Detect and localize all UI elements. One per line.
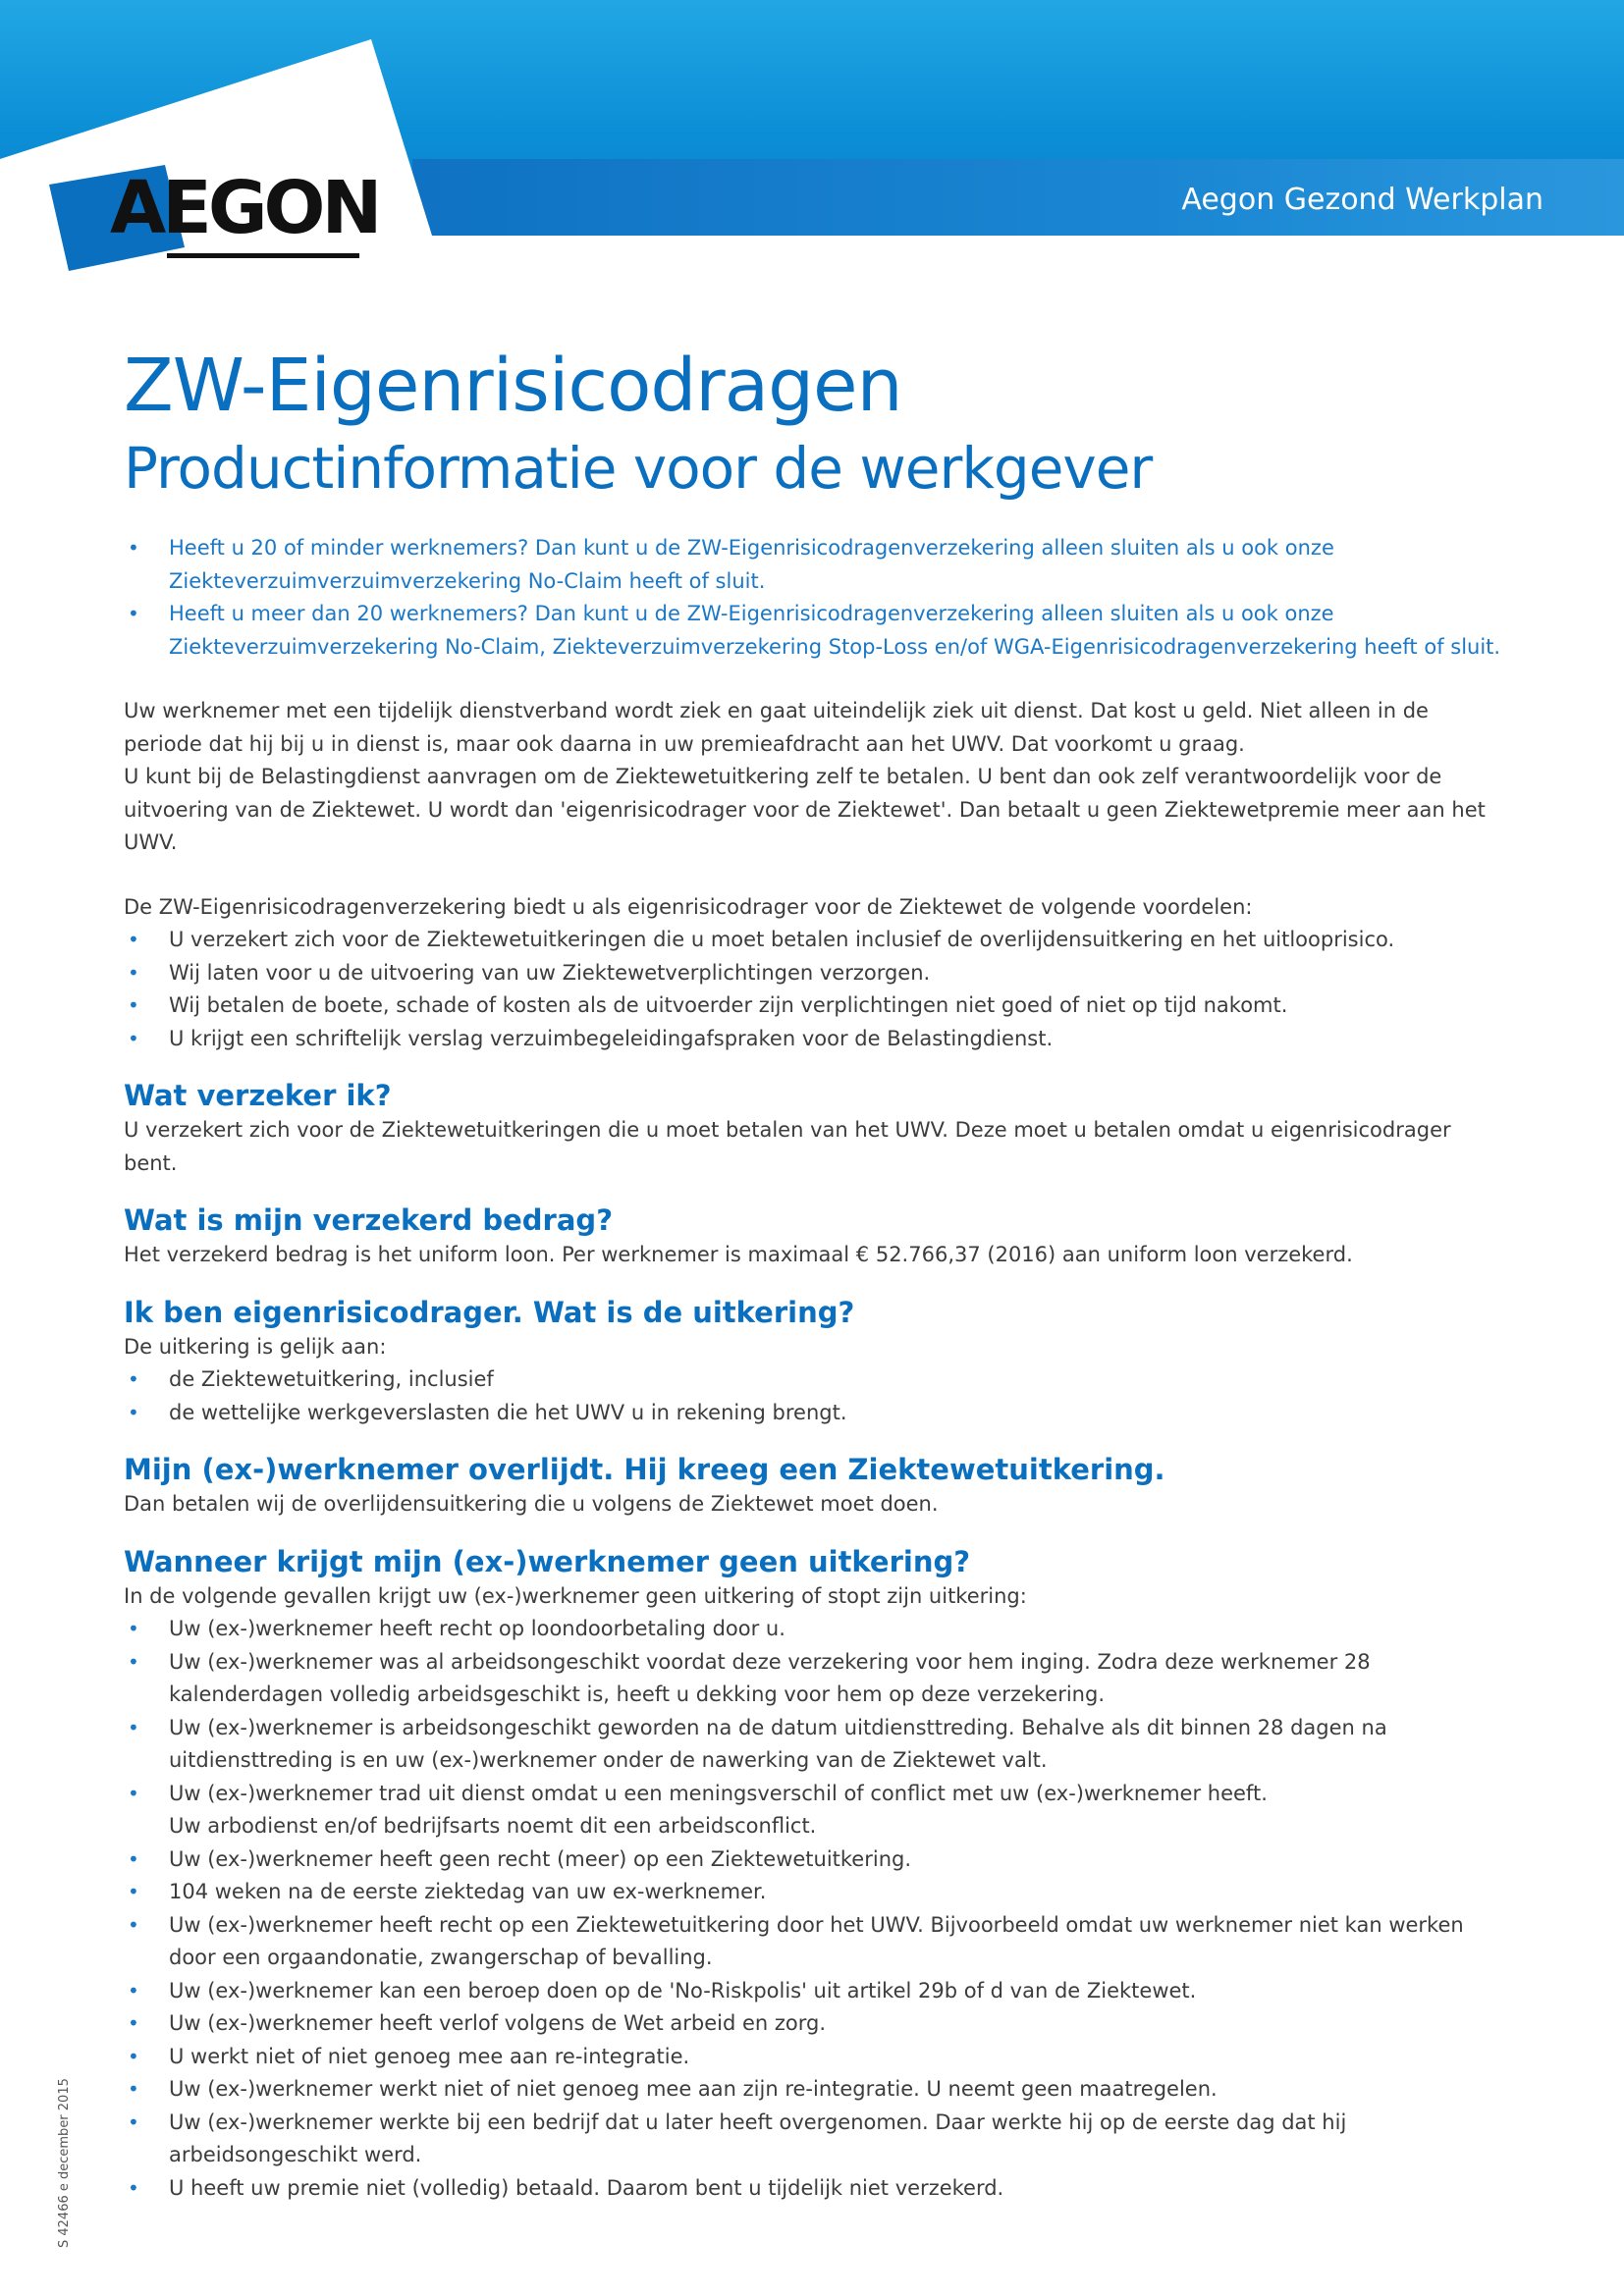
section-heading: Wanneer krijgt mijn (ex-)werknemer geen uitkering? [124, 1544, 971, 1578]
intro-paragraphs [124, 695, 1508, 860]
paragraph: De uitkering is gelijk aan: [124, 1334, 387, 1359]
list-item: • U verzekert zich voor de Ziektewetuitkeringen die u moet betalen inclusief de overlijdensuitkering en het uitlooprisico. [124, 924, 1508, 957]
bullet-icon: • [128, 1846, 139, 1871]
section-heading: Mijn (ex-)werknemer overlijdt. Hij kreeg een Ziektewetuitkering. [124, 1453, 1165, 1486]
list-item: • Uw (ex-)werknemer trad uit dienst omdat u een meningsverschil of conflict met uw (ex-)werknemer heeft. Uw arbodienst en/of bedrijfsarts noemt dit een arbeidsconflict. [124, 1778, 1508, 1843]
uitkering-list [124, 1363, 1508, 1429]
paragraph: Uw werknemer met een tijdelijk dienstverband wordt ziek en gaat uiteindelijk ziek uit dienst. Dat kost u geld. Niet alleen in de periode dat hij bij u in dienst is, maar ook daarna in uw premieafdracht aan het UWV. Dat voorkomt u graag. [124, 699, 1429, 756]
list-item: • Uw (ex-)werknemer kan een beroep doen op de 'No-Riskpolis' uit artikel 29b of d van de Ziektewet. [124, 1975, 1508, 2008]
bullet-icon: • [128, 1026, 139, 1050]
list-item: • Uw (ex-)werknemer werkte bij een bedrijf dat u later heeft overgenomen. Daar werkte hij op de eerste dag dat hij arbeidsongeschikt werd. [124, 2107, 1508, 2172]
list-item: • U krijgt een schriftelijk verslag verzuimbegeleidingafspraken voor de Belastingdienst. [124, 1023, 1508, 1056]
document-content [124, 344, 1508, 2205]
bullet-icon: • [128, 2077, 139, 2101]
benefits-block [124, 891, 1508, 1056]
bullet-icon: • [128, 2109, 139, 2134]
bullet-icon: • [128, 1715, 139, 1739]
benefits-list [124, 924, 1508, 1055]
bullet-icon: • [128, 1912, 139, 1937]
bullet-icon: • [128, 1978, 139, 2002]
bullet-icon: • [128, 602, 139, 625]
bullet-icon: • [128, 1367, 139, 1391]
section-geen-uitkering [124, 1543, 1508, 2206]
list-item: • Uw (ex-)werknemer was al arbeidsongeschikt voordat deze verzekering voor hem inging. Zodra deze werknemer 28 kalenderdagen volledig arbeidsgeschikt is, heeft u dekking voor hem op deze verzekering. [124, 1646, 1508, 1712]
section-uitkering [124, 1294, 1508, 1430]
list-item: • Uw (ex-)werknemer werkt niet of niet genoeg mee aan zijn re-integratie. U neemt geen maatregelen. [124, 2073, 1508, 2107]
bullet-icon: • [128, 2175, 139, 2200]
intro-bullet-list [124, 532, 1508, 664]
list-item: • Uw (ex-)werknemer is arbeidsongeschikt geworden na de datum uitdiensttreding. Behalve als dit binnen 28 dagen na uitdiensttreding is en uw (ex-)werknemer onder de nawerking van de Ziektewet valt. [124, 1712, 1508, 1778]
paragraph: Het verzekerd bedrag is het uniform loon. Per werknemer is maximaal € 52.766,37 (2016) aan uniform loon verzekerd. [124, 1243, 1353, 1266]
list-item: • U heeft uw premie niet (volledig) betaald. Daarom bent u tijdelijk niet verzekerd. [124, 2172, 1508, 2206]
aegon-logo: AEGON [110, 166, 379, 250]
list-item: • de Ziektewetuitkering, inclusief [124, 1363, 1508, 1397]
list-item: • 104 weken na de eerste ziektedag van uw ex-werknemer. [124, 1876, 1508, 1909]
list-item: • Uw (ex-)werknemer heeft recht op een Ziektewetuitkering door het UWV. Bijvoorbeeld omdat uw werknemer niet kan werken door een orgaandonatie, zwangerschap of bevalling. [124, 1909, 1508, 1975]
list-item: • Wij laten voor u de uitvoering van uw Ziektewetverplichtingen verzorgen. [124, 957, 1508, 990]
document-code: S 42466 e december 2015 [57, 2078, 72, 2248]
logo-underline [167, 253, 359, 258]
paragraph: U verzekert zich voor de Ziektewetuitkeringen die u moet betalen van het UWV. Deze moet u betalen omdat u eigenrisicodrager bent. [124, 1118, 1451, 1175]
bullet-icon: • [128, 1400, 139, 1424]
bullet-icon: • [128, 1880, 139, 1903]
section-heading: Ik ben eigenrisicodrager. Wat is de uitkering? [124, 1295, 855, 1329]
section-overlijden [124, 1451, 1508, 1522]
list-item: • Heeft u meer dan 20 werknemers? Dan kunt u de ZW-Eigenrisicodragenverzekering alleen sluiten als u ook onze Ziekteverzuimverzekering No-Claim, Ziekteverzuimverzekering Stop-Loss en/of WGA-Eigenrisicodragenverzekering heeft of sluit. [124, 598, 1508, 664]
list-item: • Uw (ex-)werknemer heeft verlof volgens de Wet arbeid en zorg. [124, 2007, 1508, 2041]
geen-uitkering-list [124, 1613, 1508, 2205]
paragraph: U kunt bij de Belastingdienst aanvragen om de Ziektewetuitkering zelf te betalen. U bent dan ook zelf verantwoordelijk voor de uitvoering van de Ziektewet. U wordt dan 'eigenrisicodrager voor de Ziektewet'. Dan betaalt u geen Ziektewetpremie meer aan het UWV. [124, 765, 1486, 854]
bullet-icon: • [128, 1617, 139, 1640]
section-heading: Wat is mijn verzekerd bedrag? [124, 1203, 614, 1237]
header-title: Aegon Gezond Werkplan [1181, 183, 1543, 217]
list-item: • de wettelijke werkgeverslasten die het UWV u in rekening brengt. [124, 1397, 1508, 1430]
bullet-icon: • [128, 928, 139, 951]
benefits-intro: De ZW-Eigenrisicodragenverzekering biedt u als eigenrisicodrager voor de Ziektewet de volgende voordelen: [124, 894, 1253, 919]
list-item: • Uw (ex-)werknemer heeft geen recht (meer) op een Ziektewetuitkering. [124, 1843, 1508, 1877]
bullet-icon: • [128, 960, 139, 985]
paragraph: Dan betalen wij de overlijdensuitkering die u volgens de Ziektewet moet doen. [124, 1492, 939, 1516]
bullet-icon: • [128, 2011, 139, 2035]
section-heading: Wat verzeker ik? [124, 1079, 392, 1112]
bullet-icon: • [128, 1649, 139, 1674]
list-item: • U werkt niet of niet genoeg mee aan re-integratie. [124, 2041, 1508, 2074]
page-subtitle: Productinformatie voor de werkgever [124, 435, 1153, 502]
list-item: • Wij betalen de boete, schade of kosten als de uitvoerder zijn verplichtingen niet goed of niet op tijd nakomt. [124, 989, 1508, 1023]
bullet-icon: • [128, 536, 139, 560]
bullet-icon: • [128, 2044, 139, 2068]
bullet-icon: • [128, 1781, 139, 1805]
section-verzekerd-bedrag [124, 1201, 1508, 1272]
section-wat-verzeker-ik [124, 1077, 1508, 1180]
bullet-icon: • [128, 993, 139, 1017]
list-item: • Heeft u 20 of minder werknemers? Dan kunt u de ZW-Eigenrisicodragenverzekering alleen sluiten als u ook onze Ziekteverzuimverzuimverzekering No-Claim heeft of sluit. [124, 532, 1508, 598]
list-item: • Uw (ex-)werknemer heeft recht op loondoorbetaling door u. [124, 1613, 1508, 1646]
paragraph: In de volgende gevallen krijgt uw (ex-)werknemer geen uitkering of stopt zijn uitkering: [124, 1583, 1027, 1608]
page-title: ZW-Eigenrisicodragen [124, 344, 902, 428]
